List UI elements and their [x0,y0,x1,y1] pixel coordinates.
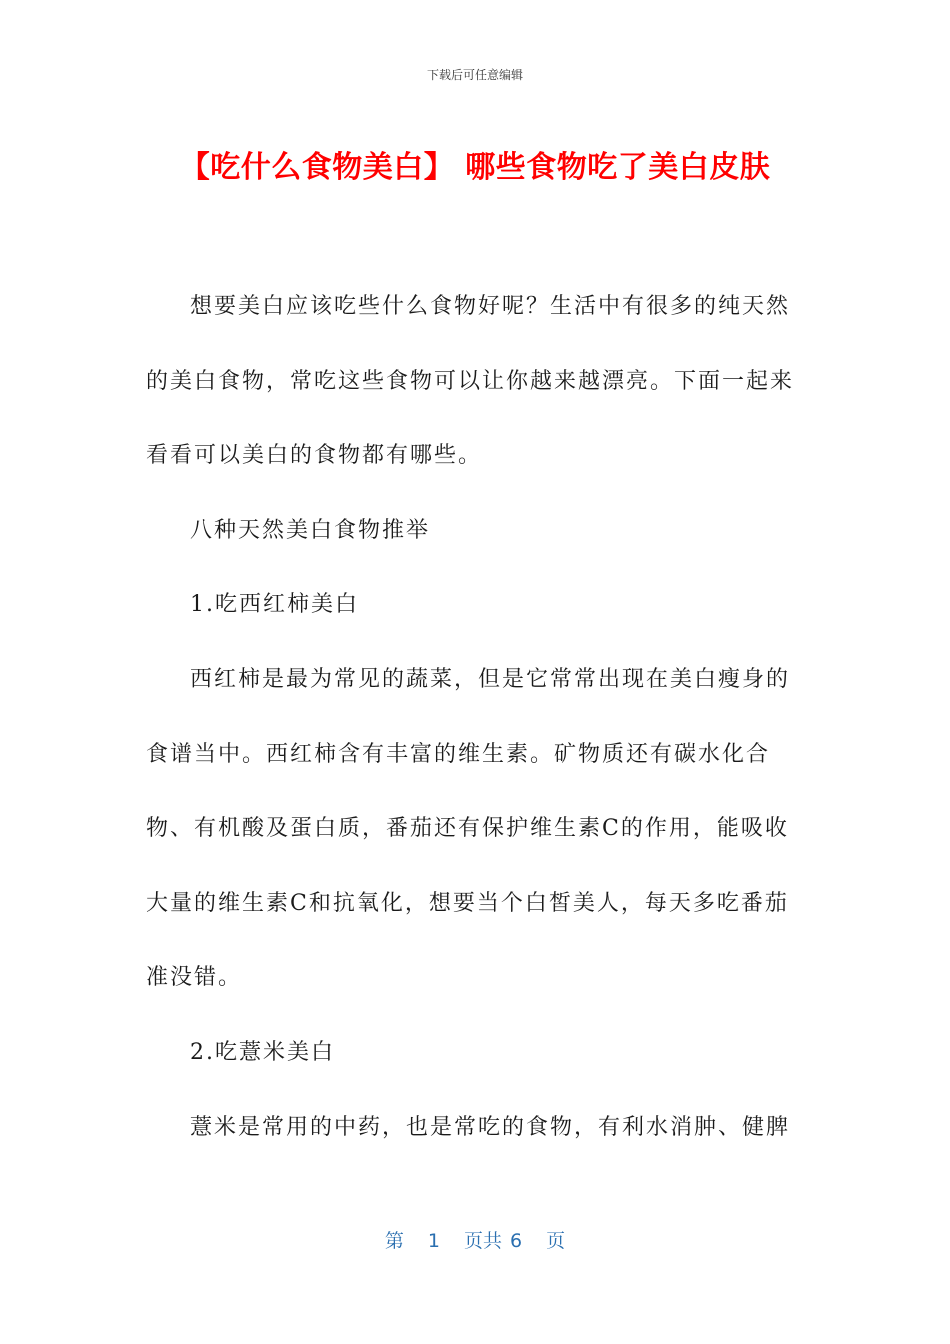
document-title: 【吃什么食物美白】 哪些食物吃了美白皮肤 [179,150,771,185]
item-heading-tomato: 1.吃西红柿美白 [190,592,359,618]
page-prefix: 第 [384,1230,404,1252]
paragraph-coix: 薏米是常用的中药，也是常吃的食物，有利水消肿、健脾 [190,1114,791,1140]
page-suffix: 页 [546,1230,566,1252]
section-heading: 八种天然美白食物推举 [190,517,431,543]
page-total: 6 [510,1230,523,1252]
page-number: 1 [427,1230,440,1252]
paragraph-intro: 想要美白应该吃些什么食物好呢？生活中有很多的纯天然的美白食物，常吃这些食物可以让你越来越漂亮。下面一起来看看可以美白的食物都有哪些。 [146,294,795,469]
page-footer [0,1226,950,1253]
header-note: 下载后可任意编辑 [426,68,523,82]
document-body [146,270,796,1165]
paragraph-tomato: 西红柿是最为常见的蔬菜，但是它常常出现在美白瘦身的食谱当中。西红柿含有丰富的维生素。矿物质还有碳水化合物、有机酸及蛋白质，番茄还有保护维生素C的作用，能吸收大量的维生素C和抗氧化，想要当个白皙美人，每天多吃番茄准没错。 [146,666,791,991]
item-heading-coix: 2.吃薏米美白 [190,1039,335,1065]
page-mid: 页共 [463,1230,502,1252]
